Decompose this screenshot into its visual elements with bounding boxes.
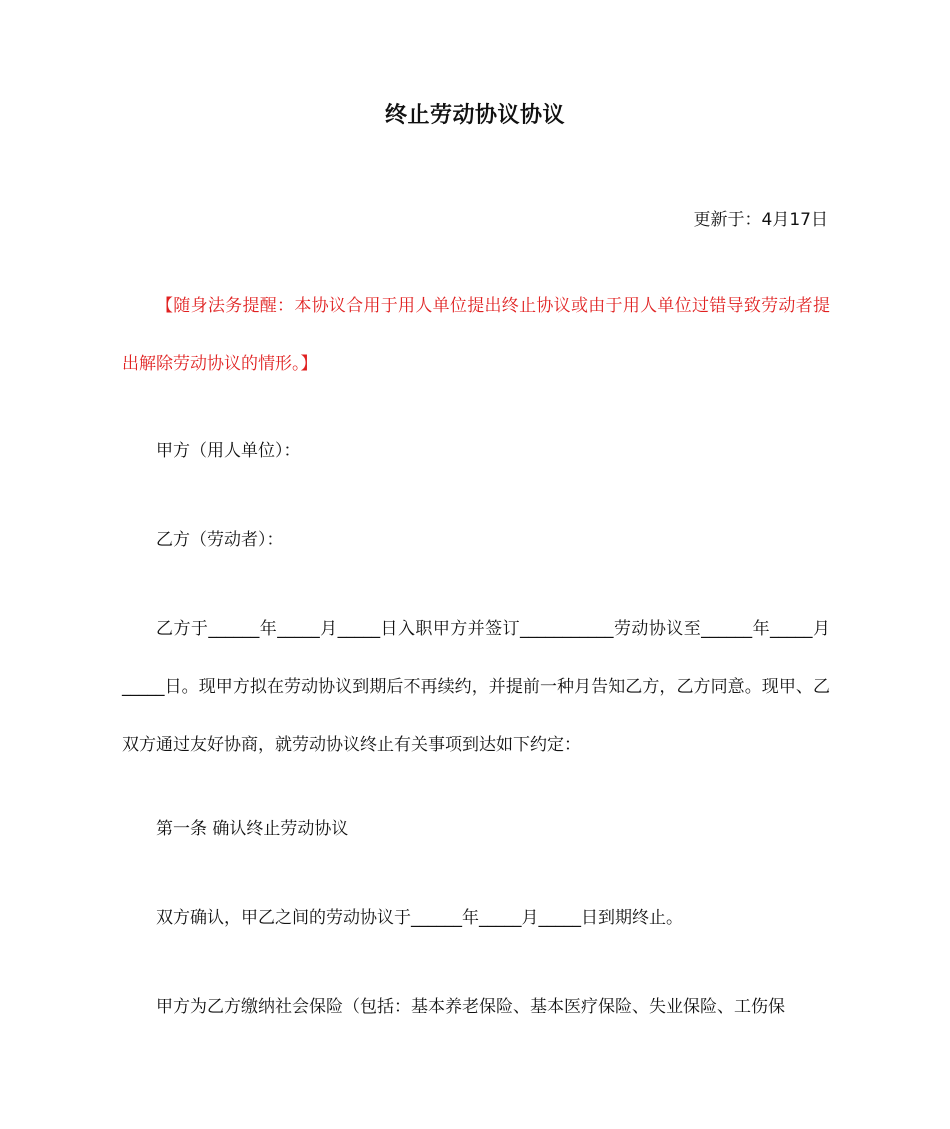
party-a-line: 甲方（用人单位）： — [156, 441, 301, 461]
entry-paragraph: 乙方于______年_____月_____日入职甲方并签订___________劳动协议至______年_____月_____日。现甲方拟在劳动协议到期后不再续约，并提前一种月告知乙方，乙方同意。现甲、乙双方通过友好协商，就劳动协议终止有关事项到达如下约定： — [122, 619, 830, 755]
article-1-heading: 第一条 确认终止劳动协议 — [156, 819, 349, 839]
updated-date: 更新于：4月17日 — [693, 210, 828, 230]
document-title: 终止劳动协议协议 — [384, 103, 565, 128]
legal-reminder: 【随身法务提醒：本协议合用于用人单位提出终止协议或由于用人单位过错导致劳动者提出解除劳动协议的情形。】 — [122, 296, 830, 374]
party-b-line: 乙方（劳动者）： — [156, 530, 284, 550]
insurance-paragraph: 甲方为乙方缴纳社会保险（包括：基本养老保险、基本医疗保险、失业保险、工伤保 — [156, 997, 785, 1017]
article-1-text: 双方确认，甲乙之间的劳动协议于______年_____月_____日到期终止。 — [156, 908, 683, 928]
